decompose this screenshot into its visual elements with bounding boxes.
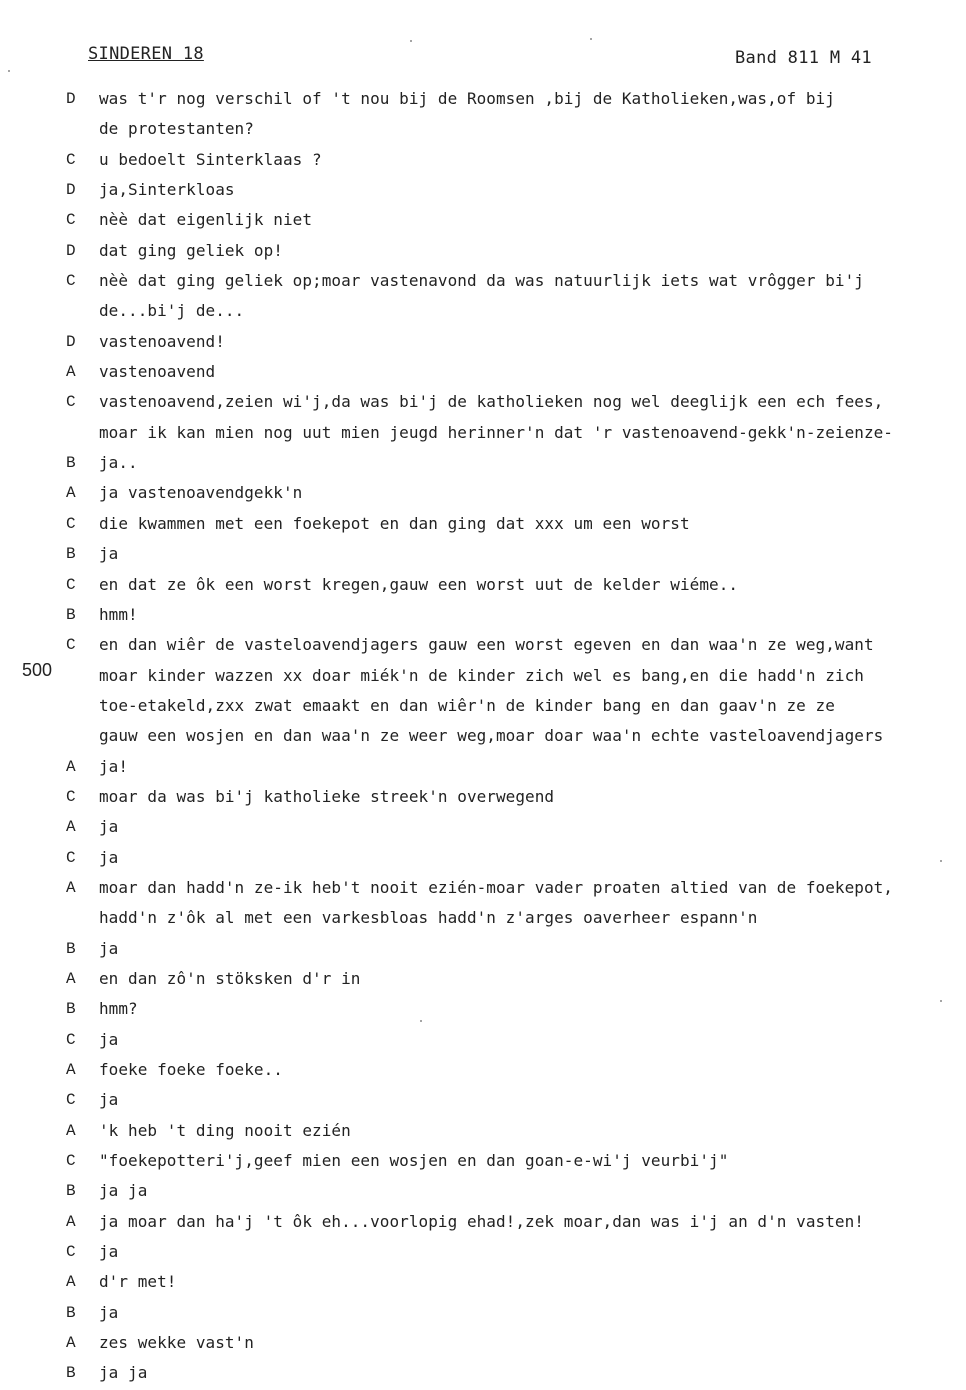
transcript-line — [0, 1176, 966, 1206]
speaker-label: A — [66, 363, 76, 382]
scan-speck — [940, 860, 942, 862]
transcript-line — [0, 721, 966, 751]
transcript-line — [0, 1328, 966, 1358]
speaker-label: B — [66, 454, 76, 473]
transcript-line — [0, 114, 966, 144]
transcript-body — [0, 84, 966, 1389]
speaker-label: C — [66, 1091, 76, 1110]
utterance-text: de...bi'j de... — [99, 301, 245, 321]
speaker-label: C — [66, 150, 76, 169]
utterance-text: nèè dat eigenlijk niet — [99, 210, 313, 230]
transcript-line — [0, 570, 966, 600]
utterance-text: ja — [99, 1029, 119, 1049]
transcript-line — [0, 630, 966, 660]
transcript-line — [0, 387, 966, 417]
speaker-label: A — [66, 1273, 76, 1292]
utterance-text: ja.. — [99, 453, 138, 473]
utterance-text: nèè dat ging geliek op;moar vastenavond da was natuurlijk iets wat vrôgger bi'j — [99, 271, 864, 291]
speaker-label: B — [66, 1000, 76, 1019]
transcript-line — [0, 296, 966, 326]
utterance-text: moar kinder wazzen xx doar miék'n de kinder zich wel es bang,en die hadd'n zich — [99, 665, 864, 685]
margin-counter: 500 — [22, 660, 53, 680]
transcript-line — [0, 448, 966, 478]
scan-speck — [420, 1020, 422, 1022]
scan-speck — [8, 70, 10, 72]
utterance-text: ja ja — [99, 1181, 148, 1201]
utterance-text: vastenoavend! — [99, 331, 225, 351]
utterance-text: ja ja — [99, 1363, 148, 1383]
speaker-label: A — [66, 969, 76, 988]
transcript-line — [0, 1025, 966, 1055]
transcript-line — [0, 1298, 966, 1328]
utterance-text: moar dan hadd'n ze-ik heb't nooit ezién-moar vader proaten altied van de foekepot, — [99, 877, 893, 897]
utterance-text: ja — [99, 1242, 119, 1262]
transcript-line — [0, 964, 966, 994]
utterance-text: en dan zô'n stöksken d'r in — [99, 968, 361, 988]
transcript-line — [0, 873, 966, 903]
utterance-text: ja — [99, 817, 119, 837]
speaker-label: C — [66, 1243, 76, 1262]
speaker-label: A — [66, 1061, 76, 1079]
utterance-text: toe-etakeld,zxx zwat emaakt en dan wiêr'n de kinder bang en dan gaav'n ze ze — [99, 695, 835, 715]
speaker-label: A — [66, 1334, 76, 1353]
speaker-label: A — [66, 1212, 76, 1231]
band-reference: Band 811 M 41 — [735, 48, 872, 68]
utterance-text: ja! — [99, 756, 129, 776]
speaker-label: D — [66, 332, 76, 351]
utterance-text: ja,Sinterkloas — [99, 180, 235, 200]
transcript-line — [0, 782, 966, 812]
speaker-label: C — [66, 636, 76, 655]
utterance-text: ja vastenoavendgekk'n — [99, 483, 303, 503]
transcript-line — [0, 1358, 966, 1388]
speaker-label: A — [66, 878, 76, 897]
utterance-text: u bedoelt Sinterklaas ? — [99, 149, 322, 169]
utterance-text: ja — [99, 544, 119, 564]
utterance-text: was t'r nog verschil of 't nou bij de Roomsen ,bij de Katholieken,was,of bij — [99, 89, 835, 108]
utterance-text: hmm! — [99, 604, 138, 624]
speaker-label: B — [66, 1303, 76, 1322]
transcript-line — [0, 934, 966, 964]
transcript-line — [0, 903, 966, 933]
transcript-line — [0, 752, 966, 782]
transcript-line — [0, 357, 966, 387]
speaker-label: B — [66, 939, 76, 958]
transcript-line — [0, 1207, 966, 1237]
transcript-line — [0, 478, 966, 508]
speaker-label: C — [66, 787, 76, 806]
utterance-text: dat ging geliek op! — [99, 240, 283, 260]
transcript-line — [0, 1116, 966, 1146]
transcript-line — [0, 539, 966, 569]
transcript-line — [0, 994, 966, 1024]
speaker-label: A — [66, 818, 76, 837]
speaker-label: C — [66, 575, 76, 594]
transcript-line — [0, 1237, 966, 1267]
utterance-text: 'k heb 't ding nooit ezién — [99, 1120, 351, 1140]
document-title: SINDEREN 18 — [88, 44, 204, 64]
utterance-text: en dan wiêr de vasteloavendjagers gauw een worst egeven en dan waa'n ze weg,want — [99, 635, 874, 655]
utterance-text: "foekepotteri'j,geef mien een wosjen en dan goan-e-wi'j veurbi'j" — [99, 1151, 729, 1171]
utterance-text: hmm? — [99, 999, 138, 1019]
transcript-line — [0, 205, 966, 235]
speaker-label: C — [66, 272, 76, 291]
transcript-line — [0, 843, 966, 873]
speaker-label: A — [66, 757, 76, 776]
utterance-text: ja — [99, 1302, 119, 1322]
transcript-line — [0, 812, 966, 842]
transcript-line — [0, 1085, 966, 1115]
transcript-line — [0, 509, 966, 539]
speaker-label: A — [66, 1121, 76, 1140]
speaker-label: B — [66, 1182, 76, 1201]
utterance-text: en dat ze ôk een worst kregen,gauw een worst uut de kelder wiéme.. — [99, 574, 739, 594]
utterance-text: ja — [99, 938, 119, 958]
utterance-text: ja — [99, 1090, 119, 1110]
utterance-text: foeke foeke foeke.. — [99, 1060, 283, 1079]
utterance-text: hadd'n z'ôk al met een varkesbloas hadd'n z'arges oaverheer espann'n — [99, 908, 758, 928]
scan-speck — [940, 1000, 942, 1002]
transcript-line — [0, 266, 966, 296]
utterance-text: ja moar dan ha'j 't ôk eh...voorlopig ehad!,zek moar,dan was i'j an d'n vasten! — [99, 1211, 864, 1231]
utterance-text: moar da was bi'j katholieke streek'n overwegend — [99, 786, 555, 806]
transcript-line — [0, 145, 966, 175]
transcript-line — [0, 84, 966, 114]
scan-speck — [590, 38, 592, 40]
speaker-label: B — [66, 545, 76, 564]
transcript-line — [0, 236, 966, 266]
speaker-label: A — [66, 484, 76, 503]
utterance-text: d'r met! — [99, 1272, 177, 1292]
utterance-text: ja — [99, 847, 119, 867]
utterance-text: vastenoavend,zeien wi'j,da was bi'j de katholieken nog wel deeglijk een ech fees, — [99, 392, 884, 412]
utterance-text: de protestanten? — [99, 119, 254, 139]
speaker-label: C — [66, 848, 76, 867]
transcript-line — [0, 691, 966, 721]
speaker-label: B — [66, 605, 76, 624]
transcript-line — [0, 600, 966, 630]
speaker-label: D — [66, 181, 76, 200]
transcript-line — [0, 418, 966, 448]
utterance-text: die kwammen met een foekepot en dan ging dat xxx um een worst — [99, 513, 690, 533]
transcript-line — [0, 1055, 966, 1085]
transcript-line — [0, 327, 966, 357]
transcript-line — [0, 1267, 966, 1297]
speaker-label: B — [66, 1364, 76, 1383]
speaker-label: C — [66, 393, 76, 412]
utterance-text: gauw een wosjen en dan waa'n ze weer weg,moar doar waa'n echte vasteloavendjagers — [99, 726, 884, 746]
speaker-label: C — [66, 514, 76, 533]
utterance-text: vastenoavend — [99, 362, 216, 382]
transcript-line — [0, 175, 966, 205]
scan-speck — [410, 40, 412, 42]
speaker-label: C — [66, 211, 76, 230]
speaker-label: C — [66, 1152, 76, 1171]
speaker-label: D — [66, 90, 76, 108]
speaker-label: D — [66, 241, 76, 260]
utterance-text: zes wekke vast'n — [99, 1333, 254, 1353]
transcript-line — [0, 661, 966, 691]
utterance-text: moar ik kan mien nog uut mien jeugd herinner'n dat 'r vastenoavend-gekk'n-zeienze- — [99, 422, 893, 442]
transcript-line — [0, 1146, 966, 1176]
speaker-label: C — [66, 1030, 76, 1049]
